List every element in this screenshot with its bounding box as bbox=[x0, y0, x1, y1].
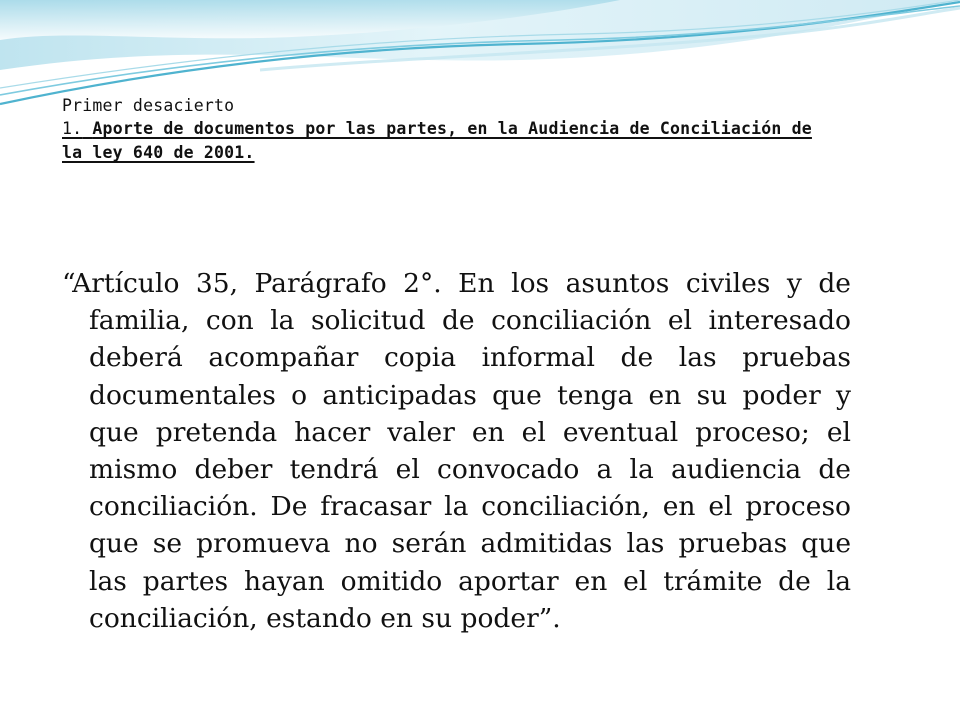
topic-heading bbox=[62, 117, 822, 165]
slide-subtitle: Primer desacierto bbox=[62, 96, 235, 115]
topic-title: Aporte de documentos por las partes, en la Audiencia de Conciliación de la ley 640 de 2001. bbox=[62, 119, 812, 162]
article-quote: “Artículo 35, Parágrafo 2°. En los asuntos civiles y de familia, con la solicitud de conciliación el interesado deberá acompañar copia informal de las pruebas documentales o anticipadas que tenga en su poder y que pretenda hacer valer en el eventual proceso; el mismo deber tendrá el convocado a la audiencia de conciliación. De fracasar la conciliación, en el proceso que se promueva no serán admitidas las pruebas que las partes hayan omitido aportar en el trámite de la conciliación, estando en su poder”. bbox=[62, 268, 851, 634]
topic-number: 1. bbox=[62, 119, 83, 138]
heading-block bbox=[62, 94, 822, 165]
